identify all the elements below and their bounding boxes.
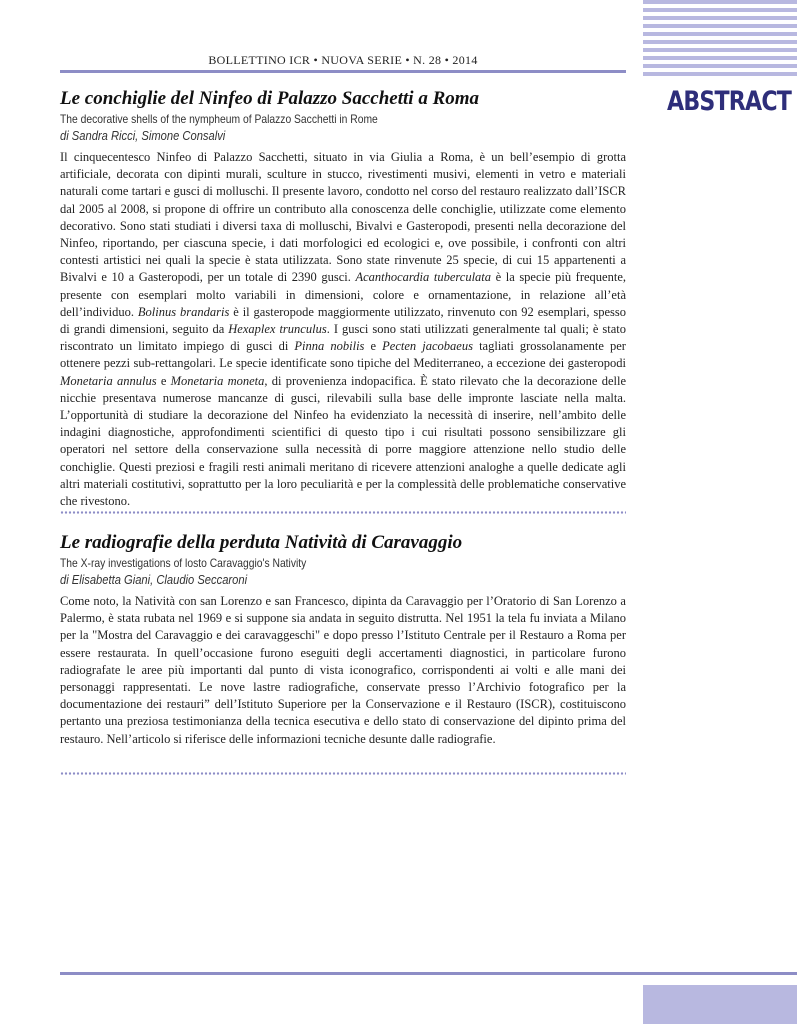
article-abstract-text — [60, 149, 626, 510]
text-run: . I gusci sono stati utilizzati generalmente tal quali; è stato riscontrato un limitato impiego di gusci di — [60, 322, 626, 354]
article-title: Le radiografie della perduta Natività di Caravaggio — [60, 532, 463, 553]
section-label-abstract: ABSTRACT — [667, 86, 792, 117]
text-run: è la specie più frequente, presente con esemplari molto variabili in dimensioni, colore e ornamentazione, in relazione all’età dell’individuo. — [60, 270, 626, 319]
species-name: Monetaria annulus — [60, 373, 157, 388]
dotted-separator — [60, 511, 626, 514]
text-run: e — [156, 373, 171, 388]
dotted-separator — [60, 772, 626, 775]
text-run: e — [364, 339, 383, 354]
article-subtitle: The decorative shells of the nympheum of Palazzo Sacchetti in Rome — [60, 112, 378, 126]
article-title: Le conchiglie del Ninfeo di Palazzo Sacchetti a Roma — [60, 88, 480, 109]
header-stripes-decoration — [643, 0, 797, 80]
species-name: Bolinus brandaris — [137, 304, 230, 319]
running-head: BOLLETTINO ICR • NUOVA SERIE • N. 28 • 2014 — [208, 53, 478, 67]
text-run: Il cinquecentesco Ninfeo di Palazzo Sacchetti, situato in via Giulia a Roma, è un bell’esempio di grotta artificiale, decorata con dipinti murali, sculture in stucco, rivestimenti musivi, elementi in vetro e materiali naturali come tartari e gusci di molluschi. Il presente lavoro, condotto nel corso del restauro realizzato dall’ISCR dal 2005 al 2008, si propone di offrire un contributo alla conoscenza delle conchiglie, utilizzate come elemento decorativo. Sono stati studiati i diversi taxa di molluschi, Bivalvi e Gasteropodi, presenti nella decorazione del Ninfeo, riportando, per ciascuna specie, i dati morfologici ed ecologici e, ove possibile, i confronti con altri contesti artistici nei quali la specie è stata utilizzata. Sono state rinvenute 25 specie, di cui 15 appartenenti a Bivalvi e 10 a Gasteropodi, per un totale di 2390 gusci. — [60, 150, 626, 285]
article-authors: di Sandra Ricci, Simone Consalvi — [60, 128, 226, 143]
text-run: tagliati grossolanamente per ottenere pezzi sub-rettangolari. Le specie identificate sono tipiche del Mediterraneo, a eccezione dei gasteropodi — [60, 339, 626, 371]
article-authors: di Elisabetta Giani, Claudio Seccaroni — [60, 572, 248, 587]
article-1 — [60, 87, 626, 510]
article-2 — [60, 531, 626, 748]
footer-rule — [60, 972, 797, 975]
species-name: Pecten jacobaeus — [382, 339, 473, 354]
species-name: Hexaplex trunculus — [228, 322, 327, 337]
header-rule — [60, 70, 626, 73]
footer-block-decoration — [643, 985, 797, 1024]
text-run: Come noto, la Natività con san Lorenzo e san Francesco, dipinta da Caravaggio per l’Oratorio di San Lorenzo a Palermo, è stata rubata nel 1969 e si suppone sia andata in seguito distrutta. Nel 1951 la tela fu inviata a Milano per la "Mostra del Caravaggio e dei caravaggeschi" e dopo presso l’Istituto Centrale per il Restauro a Roma per essere restaurata. In quell’occasione furono eseguiti degli accertamenti diagnostici, in particolare furono radiografate le aree più importanti dal punto di vista iconografico, corrispondenti ai volti e alle mani dei personaggi rappresentati. Le nove lastre radiografiche, conservate presso l’Archivio fotografico per la documentazione dei restauri” dell’Istituto Superiore per la Conservazione e il Restauro (ISCR), costituiscono pertanto una preziosa testimonianza della tecnica esecutiva e dello stato di conservazione del dipinto prima del restauro. Nell’articolo si riferisce delle informazioni tecniche desunte dalle radiografie. — [60, 594, 626, 746]
species-name: Acanthocardia tuberculata — [355, 270, 492, 285]
text-run: è il gasteropode maggiormente utilizzato, rinvenuto con 92 esemplari, spesso di grandi dimensioni, seguito da — [60, 304, 626, 337]
article-abstract-text — [60, 593, 626, 748]
article-subtitle: The X-ray investigations of losto Caravaggio's Nativity — [60, 556, 307, 570]
text-run: , di provenienza indopacifica. È stato rilevato che la decorazione delle nicchie presentava numerose mancanze di gusci, rilevabili sulla base delle impronte lasciate nella malta. L’opportunità di studiare la decorazione del Ninfeo ha evidenziato la necessità di inserire, nell’ambito delle indagini diagnostiche, approfondimenti scientifici di questo tipo i cui risultati possono sensibilizzare gli operatori nel settore della conservazione sulla necessità di porre maggiore attenzione nello studio delle conchiglie. Questi preziosi e fragili resti animali meritano di ricevere attenzioni analoghe a quelle dedicate agli altri materiali costitutivi, soprattutto per la loro peculiarità e per la complessità delle problematiche conservative che rivestono. — [60, 373, 627, 509]
species-name: Monetaria moneta — [170, 373, 265, 388]
species-name: Pinna nobilis — [294, 339, 365, 354]
